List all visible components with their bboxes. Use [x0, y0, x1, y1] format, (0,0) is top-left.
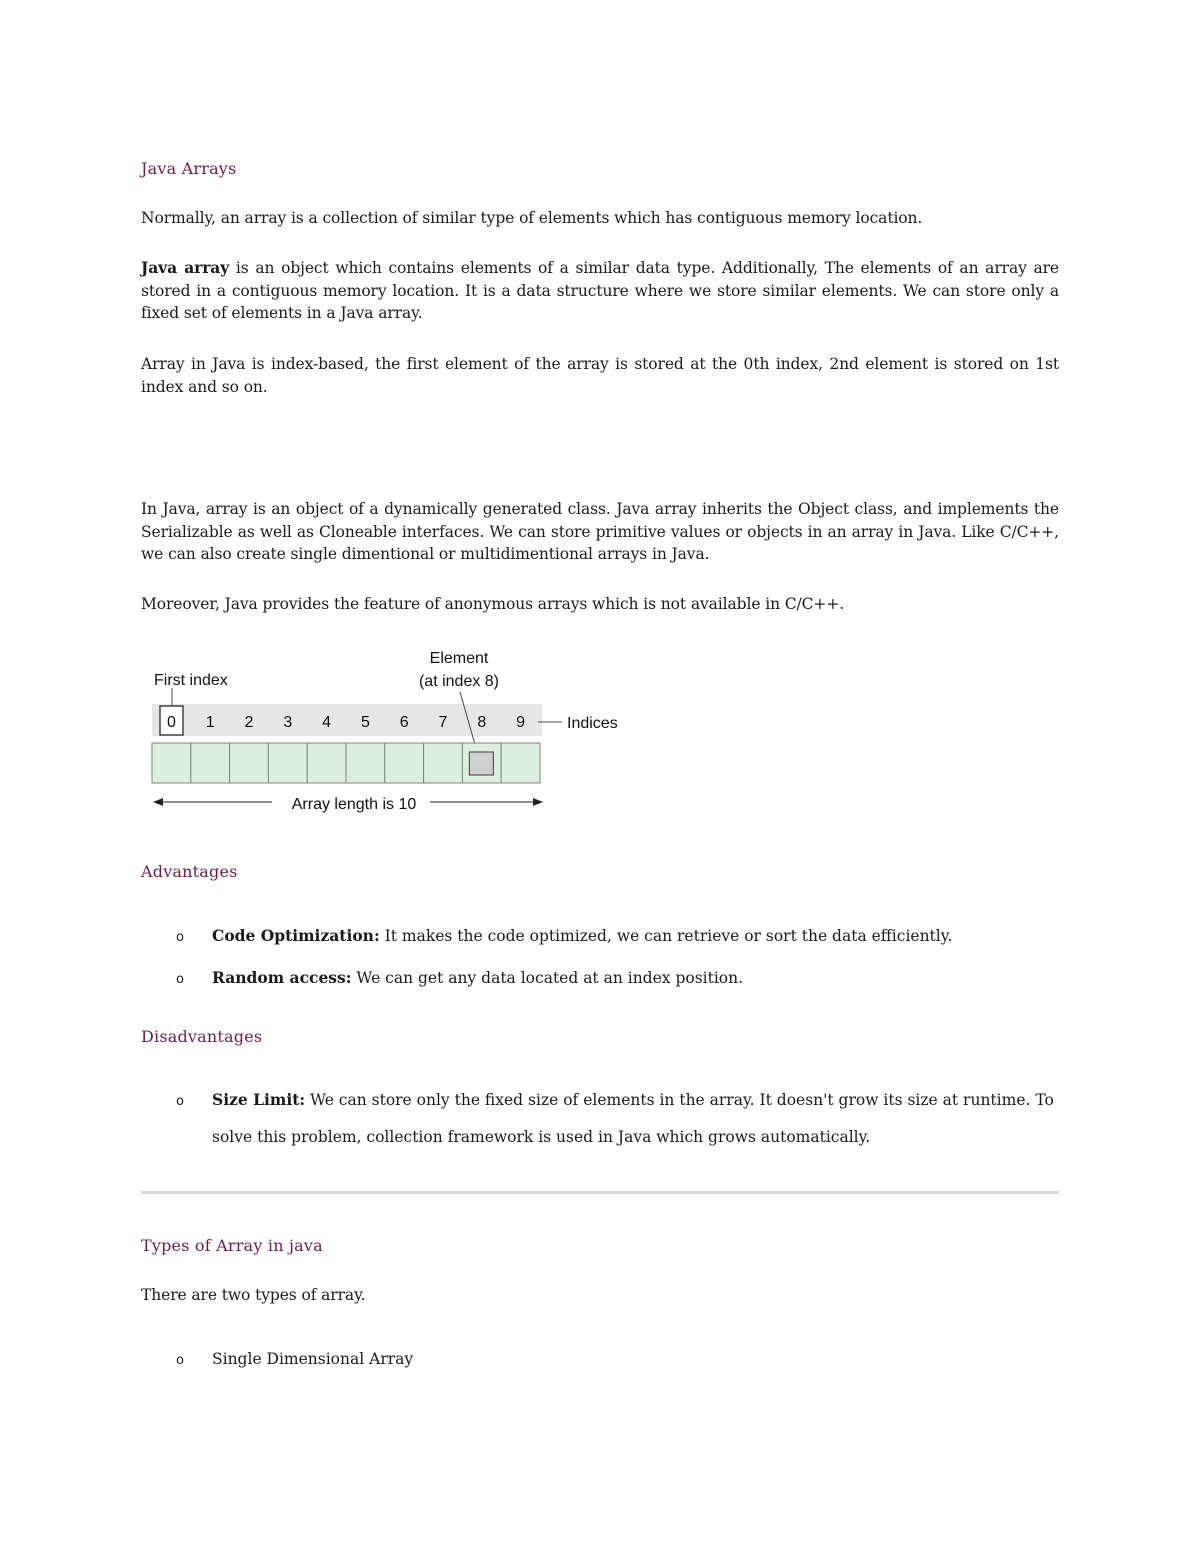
array-cell	[385, 743, 424, 783]
bullet-marker: o	[176, 1094, 184, 1109]
dynamic-class-paragraph: In Java, array is an object of a dynamically generated class. Java array inherits the Object class, and implements the Serializable as well as Cloneable interfaces. We can store primitive values or objects in an array in Java. Like C/C++, we can also create single dimentional or multidimentional arrays in Java.	[141, 500, 1059, 563]
disadvantage-continuation: solve this problem, collection framework is used in Java which grows automatically.	[212, 1128, 871, 1146]
bullet-marker: o	[176, 930, 184, 945]
intro-paragraph: Normally, an array is a collection of similar type of elements which has contiguous memory location.	[141, 209, 923, 227]
array-cell	[268, 743, 307, 783]
array-cell	[501, 743, 540, 783]
array-cells	[152, 743, 540, 783]
index-label: 1	[205, 714, 215, 731]
disadvantages-heading: Disadvantages	[141, 1027, 263, 1046]
index-label: 9	[516, 714, 526, 731]
disadvantage-item	[212, 1082, 1072, 1118]
first-index-label: First index	[154, 672, 228, 689]
array-cell	[346, 743, 385, 783]
bullet-marker: o	[176, 972, 184, 987]
disadvantage-description: We can store only the fixed size of elements in the array. It doesn't grow its size at runtime. To	[305, 1091, 1054, 1109]
array-cell	[424, 743, 463, 783]
arrow-left-head	[153, 798, 163, 806]
array-cell	[191, 743, 230, 783]
array-cell	[307, 743, 346, 783]
index-label: 6	[399, 714, 409, 731]
types-heading: Types of Array in java	[141, 1236, 323, 1255]
java-array-term: Java array	[141, 258, 230, 277]
element-label: Element	[429, 650, 489, 667]
types-intro: There are two types of array.	[141, 1286, 366, 1304]
highlighted-element	[469, 752, 493, 775]
advantage-description: We can get any data located at an index position.	[351, 969, 744, 987]
advantages-heading: Advantages	[141, 862, 238, 881]
arrow-right-head	[533, 798, 543, 806]
advantage-term: Random access:	[212, 968, 352, 987]
index-label: 8	[477, 714, 487, 731]
array-length-label: Array length is 10	[291, 796, 417, 813]
index-label: 4	[322, 714, 332, 731]
disadvantage-term: Size Limit:	[212, 1090, 306, 1109]
index-label: 2	[244, 714, 254, 731]
java-array-description: is an object which contains elements of a similar data type. Additionally, The elements of an array are stored in a contiguous memory location. It is a data structure where we store similar elements. We can store only a fixed set of elements in a Java array.	[141, 259, 1059, 322]
index-label: 7	[438, 714, 448, 731]
anonymous-arrays-paragraph: Moreover, Java provides the feature of anonymous arrays which is not available in C/C++.	[141, 595, 845, 613]
java-array-paragraph	[141, 257, 1059, 325]
indices-label: Indices	[567, 715, 618, 732]
advantage-term: Code Optimization:	[212, 926, 380, 945]
bullet-marker: o	[176, 1353, 184, 1368]
index-label: 3	[283, 714, 293, 731]
advantage-item	[212, 918, 1072, 954]
index-based-paragraph: Array in Java is index-based, the first element of the array is stored at the 0th index, 2nd element is stored on 1st index and so on.	[141, 355, 1059, 396]
index-label: 0	[166, 714, 176, 731]
page-title: Java Arrays	[141, 159, 237, 178]
array-diagram	[140, 640, 640, 820]
type-item: Single Dimensional Array	[212, 1350, 414, 1368]
index-label: 5	[360, 714, 370, 731]
element-index-label: (at index 8)	[418, 673, 500, 690]
array-cell	[230, 743, 269, 783]
advantage-item	[212, 960, 1072, 996]
section-divider	[141, 1191, 1059, 1194]
advantage-description: It makes the code optimized, we can retrieve or sort the data efficiently.	[379, 927, 953, 945]
array-cell	[152, 743, 191, 783]
